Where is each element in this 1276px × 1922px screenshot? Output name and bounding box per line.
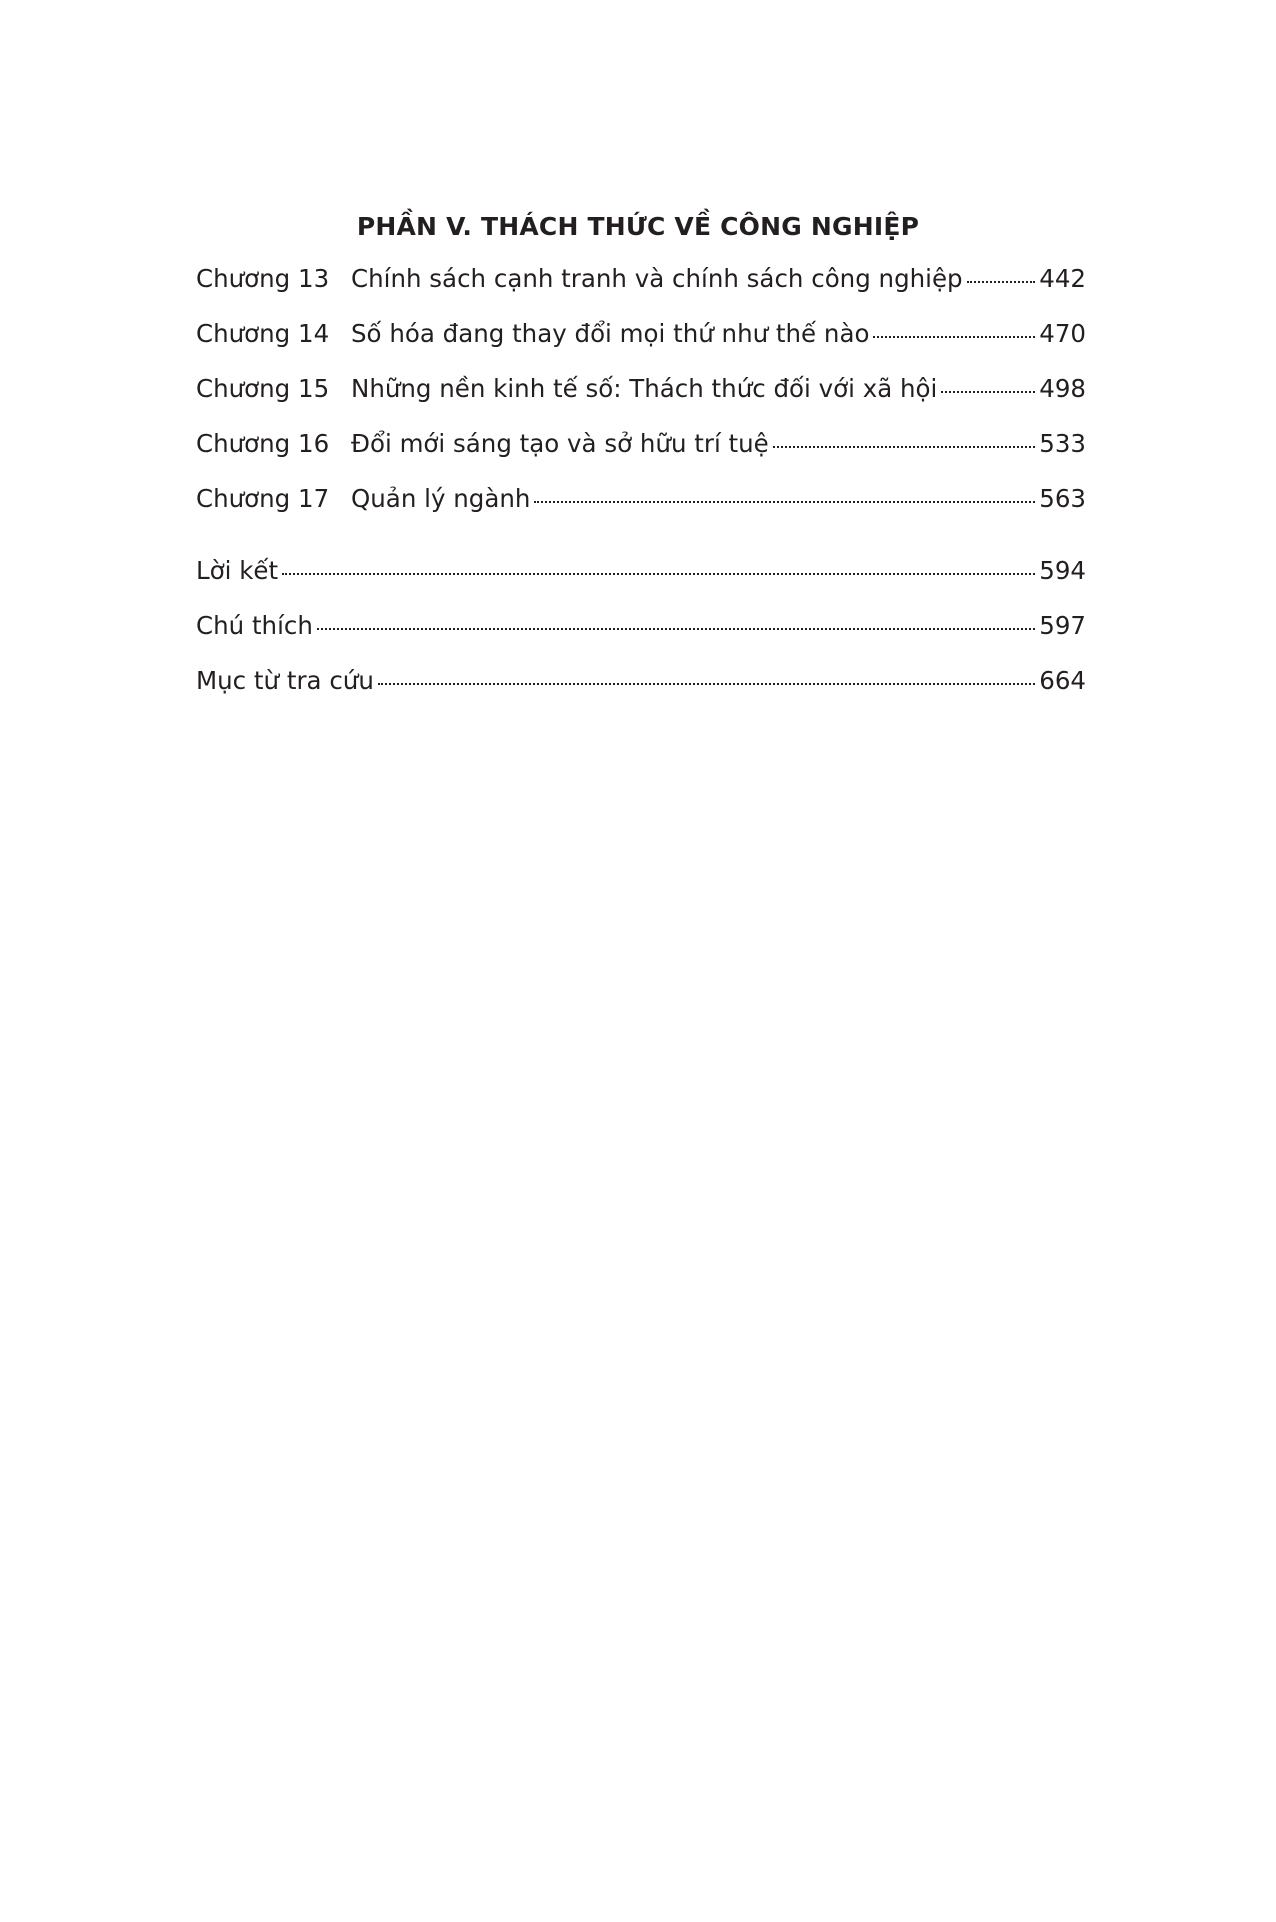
chapter-list <box>196 264 1086 539</box>
toc-entry-chapter-17 <box>196 484 1086 539</box>
toc-entry-chapter-16 <box>196 429 1086 484</box>
page-number: 498 <box>1039 374 1086 403</box>
entry-title: Chú thích <box>196 611 313 640</box>
chapter-title: Quản lý ngành <box>351 484 531 513</box>
chapter-title: Đổi mới sáng tạo và sở hữu trí tuệ <box>351 429 769 458</box>
page-number: 597 <box>1039 611 1086 640</box>
dot-leader <box>317 628 1035 630</box>
dot-leader <box>534 501 1035 503</box>
toc-entry-chu-thich <box>196 611 1086 666</box>
entry-title: Mục từ tra cứu <box>196 666 374 695</box>
page-number: 470 <box>1039 319 1086 348</box>
entry-title: Lời kết <box>196 556 279 585</box>
page-number: 563 <box>1039 484 1086 513</box>
chapter-title: Chính sách cạnh tranh và chính sách công nghiệp <box>351 264 963 293</box>
page-number: 533 <box>1039 429 1086 458</box>
page-number: 664 <box>1039 666 1086 695</box>
toc-entry-loi-ket <box>196 556 1086 611</box>
chapter-title: Những nền kinh tế số: Thách thức đối với xã hội <box>351 374 938 403</box>
dot-leader <box>282 573 1035 575</box>
dot-leader <box>941 391 1035 393</box>
dot-leader <box>378 683 1035 685</box>
chapter-label: Chương 16 <box>196 429 330 458</box>
toc-entry-chapter-14 <box>196 319 1086 374</box>
dot-leader <box>773 446 1035 448</box>
section-title: PHẦN V. THÁCH THỨC VỀ CÔNG NGHIỆP <box>356 212 920 241</box>
chapter-label: Chương 17 <box>196 484 330 513</box>
chapter-title: Số hóa đang thay đổi mọi thứ như thế nào <box>351 319 870 348</box>
chapter-label: Chương 15 <box>196 374 330 403</box>
back-matter-list <box>196 556 1086 721</box>
toc-entry-chapter-15 <box>196 374 1086 429</box>
page-number: 442 <box>1039 264 1086 293</box>
page-number: 594 <box>1039 556 1086 585</box>
dot-leader <box>873 336 1035 338</box>
toc-entry-muc-tu-tra-cuu <box>196 666 1086 721</box>
toc-entry-chapter-13 <box>196 264 1086 319</box>
chapter-label: Chương 14 <box>196 319 330 348</box>
dot-leader <box>967 281 1036 283</box>
chapter-label: Chương 13 <box>196 264 330 293</box>
